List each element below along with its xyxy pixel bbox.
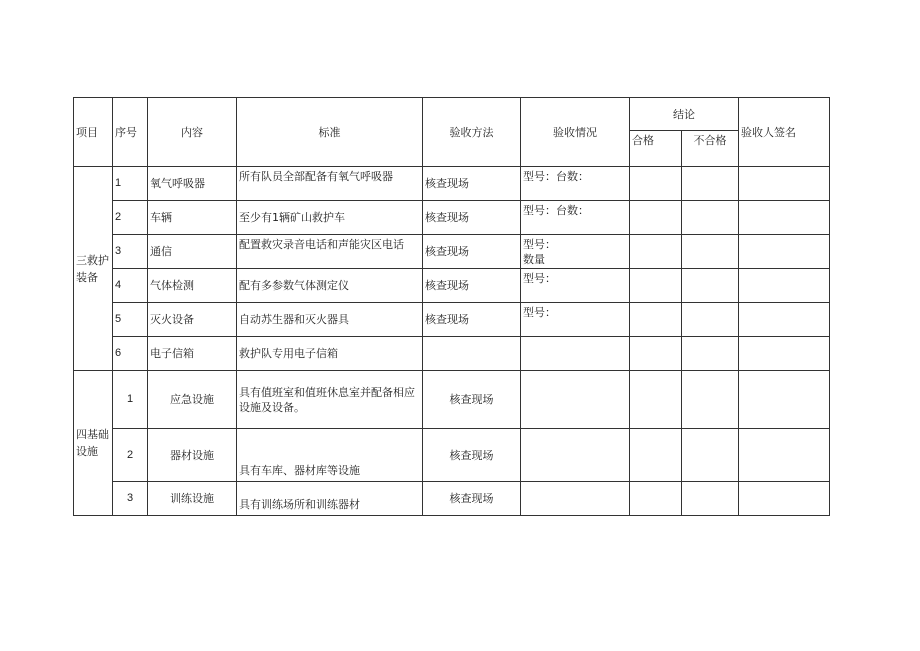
- method-cell: 核查现场: [423, 482, 521, 516]
- table-row: [74, 337, 830, 371]
- content-cell: 应急设施: [148, 371, 237, 429]
- header-seq: 序号: [113, 98, 148, 167]
- method-cell: 核查现场: [423, 303, 521, 337]
- standard-cell: 具有值班室和值班休息室并配备相应设施及设备。: [237, 371, 423, 429]
- table-row: [74, 269, 830, 303]
- seq-cell: 2: [113, 201, 148, 235]
- standard-cell: 具有训练场所和训练器材: [237, 482, 423, 516]
- situation-model-label: 型号：: [523, 238, 556, 251]
- fail-cell[interactable]: [682, 201, 739, 235]
- section3-label: 三救护装备: [74, 167, 113, 371]
- signature-cell[interactable]: [739, 337, 830, 371]
- content-cell: 训练设施: [148, 482, 237, 516]
- fail-cell[interactable]: [682, 429, 739, 482]
- table-row: [74, 482, 830, 516]
- pass-cell[interactable]: [630, 429, 682, 482]
- fail-cell[interactable]: [682, 371, 739, 429]
- fail-cell[interactable]: [682, 303, 739, 337]
- seq-cell: 6: [113, 337, 148, 371]
- fail-cell[interactable]: [682, 337, 739, 371]
- header-situation: 验收情况: [521, 98, 630, 167]
- situation-cell: 型号：台数：: [521, 167, 630, 201]
- method-cell: 核查现场: [423, 371, 521, 429]
- fail-cell[interactable]: [682, 167, 739, 201]
- situation-cell[interactable]: [521, 371, 630, 429]
- header-fail: 不合格: [682, 131, 739, 167]
- fail-cell[interactable]: [682, 482, 739, 516]
- table-row: [74, 235, 830, 269]
- standard-cell: 救护队专用电子信箱: [237, 337, 423, 371]
- standard-cell: 具有车库、器材库等设施: [237, 429, 423, 482]
- fail-cell[interactable]: [682, 269, 739, 303]
- content-cell: 氧气呼吸器: [148, 167, 237, 201]
- situation-cell[interactable]: [521, 429, 630, 482]
- seq-cell: 1: [113, 371, 148, 429]
- situation-quantity-label: 数量: [523, 253, 545, 266]
- situation-cell: 型号：: [521, 269, 630, 303]
- signature-cell[interactable]: [739, 167, 830, 201]
- table-row: [74, 303, 830, 337]
- pass-cell[interactable]: [630, 482, 682, 516]
- fail-cell[interactable]: [682, 235, 739, 269]
- table-row: [74, 201, 830, 235]
- seq-cell: 1: [113, 167, 148, 201]
- content-cell: 电子信箱: [148, 337, 237, 371]
- signature-cell[interactable]: [739, 429, 830, 482]
- situation-cell: [521, 337, 630, 371]
- header-content: 内容: [148, 98, 237, 167]
- pass-cell[interactable]: [630, 201, 682, 235]
- standard-cell: 配置救灾录音电话和声能灾区电话: [237, 235, 423, 269]
- header-pass: 合格: [630, 131, 682, 167]
- method-cell: 核查现场: [423, 235, 521, 269]
- content-cell: 车辆: [148, 201, 237, 235]
- content-cell: 气体检测: [148, 269, 237, 303]
- table-row: [74, 167, 830, 201]
- pass-cell[interactable]: [630, 167, 682, 201]
- situation-cell[interactable]: [521, 482, 630, 516]
- pass-cell[interactable]: [630, 337, 682, 371]
- acceptance-table: [73, 97, 830, 516]
- pass-cell[interactable]: [630, 269, 682, 303]
- standard-cell: 所有队员全部配备有氧气呼吸器: [237, 167, 423, 201]
- signature-cell[interactable]: [739, 303, 830, 337]
- header-conclusion: 结论: [630, 98, 739, 131]
- method-cell: 核查现场: [423, 429, 521, 482]
- header-standard: 标准: [237, 98, 423, 167]
- method-cell: 核查现场: [423, 167, 521, 201]
- seq-cell: 3: [113, 235, 148, 269]
- header-signature: 验收人签名: [739, 98, 830, 167]
- signature-cell[interactable]: [739, 235, 830, 269]
- method-cell: [423, 337, 521, 371]
- content-cell: 通信: [148, 235, 237, 269]
- standard-cell: 自动苏生器和灭火器具: [237, 303, 423, 337]
- section4-label: 四基础设施: [74, 371, 113, 516]
- table-row: [74, 429, 830, 482]
- seq-cell: 2: [113, 429, 148, 482]
- signature-cell[interactable]: [739, 269, 830, 303]
- content-cell: 灭火设备: [148, 303, 237, 337]
- seq-cell: 4: [113, 269, 148, 303]
- seq-cell: 3: [113, 482, 148, 516]
- situation-cell: [521, 235, 630, 269]
- pass-cell[interactable]: [630, 235, 682, 269]
- table-row: [74, 371, 830, 429]
- seq-cell: 5: [113, 303, 148, 337]
- situation-cell: 型号：台数：: [521, 201, 630, 235]
- method-cell: 核查现场: [423, 269, 521, 303]
- signature-cell[interactable]: [739, 201, 830, 235]
- standard-cell: 配有多参数气体测定仪: [237, 269, 423, 303]
- header-row: [74, 98, 830, 131]
- standard-cell: 至少有1辆矿山救护车: [237, 201, 423, 235]
- pass-cell[interactable]: [630, 303, 682, 337]
- method-cell: 核查现场: [423, 201, 521, 235]
- signature-cell[interactable]: [739, 371, 830, 429]
- situation-cell: 型号：: [521, 303, 630, 337]
- signature-cell[interactable]: [739, 482, 830, 516]
- header-method: 验收方法: [423, 98, 521, 167]
- header-project: 项目: [74, 98, 113, 167]
- pass-cell[interactable]: [630, 371, 682, 429]
- content-cell: 器材设施: [148, 429, 237, 482]
